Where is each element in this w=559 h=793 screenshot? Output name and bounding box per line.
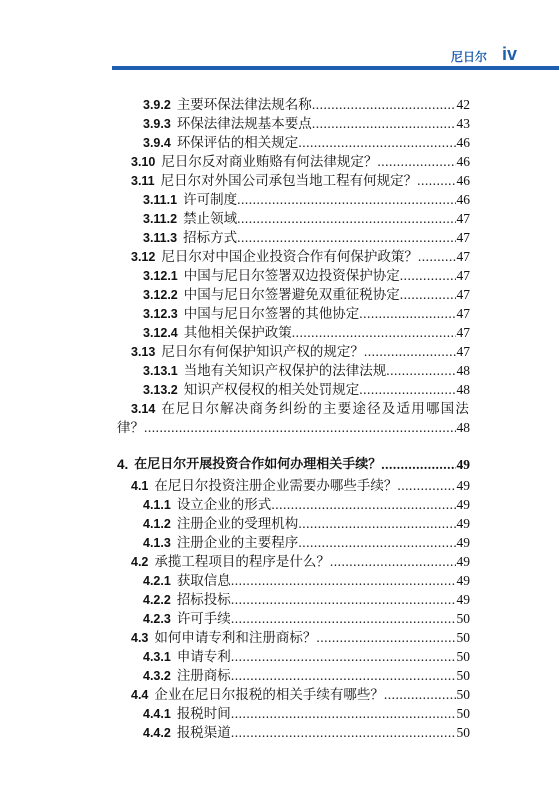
toc-page: 47: [456, 325, 470, 340]
toc-title: 注册企业的受理机构: [176, 516, 299, 531]
toc-entry[interactable]: [0, 171, 559, 191]
toc-page: 46: [456, 192, 470, 207]
toc-entry[interactable]: [0, 304, 559, 324]
toc-number: 3.9.3: [143, 117, 171, 131]
toc-title: 报税渠道: [176, 725, 231, 740]
toc-number: 4.4.1: [143, 707, 171, 721]
toc-title: 企业在尼日尔报税的相关手续有哪些？: [154, 687, 384, 702]
toc-entry[interactable]: [0, 476, 559, 496]
toc-page: 49: [456, 592, 470, 607]
toc-page: 50: [456, 630, 470, 645]
toc-entry[interactable]: [0, 380, 559, 400]
toc-title: 知识产权侵权的相关处罚规定: [183, 382, 360, 397]
toc-title: 环保法律法规基本要点: [176, 116, 312, 131]
toc-number: 4.1: [131, 479, 149, 493]
toc-entry[interactable]: [0, 152, 559, 172]
toc-page: 50: [456, 668, 470, 683]
toc-entry[interactable]: [0, 209, 559, 229]
toc-page: 47: [456, 268, 470, 283]
toc-number: 3.12.3: [143, 307, 178, 321]
toc-title: 许可手续: [176, 611, 231, 626]
toc-title: 其他相关保护政策: [183, 325, 292, 340]
toc-number: 3.11.1: [143, 193, 178, 207]
toc-page: 43: [456, 116, 470, 131]
running-header: [0, 40, 559, 70]
toc-page: 49: [456, 554, 470, 569]
toc-entry[interactable]: [0, 114, 559, 134]
toc-entry[interactable]: [0, 342, 559, 362]
toc-page: 47: [456, 287, 470, 302]
toc-number: 4.2.2: [143, 593, 171, 607]
toc-page: 47: [456, 230, 470, 245]
toc-number: 3.12.4: [143, 326, 178, 340]
toc-entry[interactable]: [0, 704, 559, 724]
toc-number: 4.1.2: [143, 517, 171, 531]
toc-title: 注册商标: [176, 668, 231, 683]
toc-page: 49: [456, 478, 470, 493]
toc-page: 50: [456, 687, 470, 702]
toc-title: 中国与尼日尔签署避免双重征税协定: [183, 287, 400, 302]
toc-number: 4.4.2: [143, 726, 171, 740]
toc-page: 46: [456, 154, 470, 169]
page-number: iv: [501, 44, 517, 64]
toc-page: 48: [456, 382, 470, 397]
toc-title: 尼日尔有何保护知识产权的规定？: [161, 344, 364, 359]
toc-page: 49: [456, 497, 470, 512]
toc-entry[interactable]: [0, 495, 559, 515]
toc-title: 当地有关知识产权保护的法律法规: [183, 363, 387, 378]
toc-title: 承揽工程项目的程序是什么？: [154, 554, 330, 569]
toc-entry[interactable]: [0, 647, 559, 667]
toc-number: 4.2.3: [143, 612, 171, 626]
toc-number: 4.3: [131, 631, 149, 645]
toc-number: 3.14: [131, 402, 156, 416]
toc-entry[interactable]: [0, 723, 559, 743]
toc-title: 禁止领域: [183, 211, 238, 226]
toc-title: 在尼日尔解决商务纠纷的主要途径及适用哪国法: [161, 401, 471, 416]
toc-number: 4.3.1: [143, 650, 171, 664]
toc-page: 50: [456, 611, 470, 626]
toc-number: 3.11.2: [143, 212, 178, 226]
toc-title: 尼日尔反对商业贿赂有何法律规定？: [161, 154, 378, 169]
toc-title: 获取信息: [176, 573, 231, 588]
toc-page: 47: [456, 344, 470, 359]
toc-title: 尼日尔对外国公司承包当地工程有何规定？: [160, 173, 418, 188]
toc-title: 如何申请专利和注册商标？: [154, 630, 317, 645]
toc-page: 46: [456, 173, 470, 188]
toc-title: 中国与尼日尔签署双边投资保护协定: [183, 268, 400, 283]
toc-title: 申请专利: [176, 649, 231, 664]
toc-entry[interactable]: [0, 95, 559, 115]
toc-title: 招标方式: [183, 230, 238, 245]
toc-number: 3.9.2: [143, 98, 171, 112]
toc-entry[interactable]: [0, 514, 559, 534]
toc-number: 4.4: [131, 688, 149, 702]
toc-title: 环保评估的相关规定: [176, 135, 299, 150]
toc-title: 报税时间: [176, 706, 231, 721]
toc-page: 47: [456, 249, 470, 264]
toc-entry[interactable]: [0, 323, 559, 343]
toc-number: 3.9.4: [143, 136, 171, 150]
toc-entry[interactable]: [0, 361, 559, 381]
toc-number: 3.12.2: [143, 288, 178, 302]
toc-page: 49: [456, 516, 470, 531]
toc-title: 中国与尼日尔签署的其他协定: [183, 306, 360, 321]
toc-page: 42: [456, 97, 470, 112]
toc-page: 49: [456, 573, 470, 588]
toc-entry[interactable]: [0, 666, 559, 686]
toc-page: 50: [456, 649, 470, 664]
toc-entry[interactable]: [0, 399, 559, 419]
toc-number: 3.11.3: [143, 231, 178, 245]
toc-number: 3.10: [131, 155, 156, 169]
toc-entry[interactable]: [0, 190, 559, 210]
toc-title: 设立企业的形式: [176, 497, 272, 512]
toc-entry[interactable]: [0, 609, 559, 629]
toc-page: 48: [456, 363, 470, 378]
toc-number: 4.1.3: [143, 536, 171, 550]
toc-chapter-entry[interactable]: [0, 455, 559, 475]
toc-title: 在尼日尔投资注册企业需要办哪些手续？: [154, 478, 398, 493]
toc-title: 在尼日尔开展投资合作如何办理相关手续？: [134, 457, 382, 472]
toc-number: 4.1.1: [143, 498, 171, 512]
header-title: 尼日尔: [450, 50, 487, 64]
toc-title: 许可制度: [183, 192, 238, 207]
toc-number: 3.11: [131, 174, 155, 188]
toc-entry[interactable]: [0, 133, 559, 153]
toc-number: 3.12: [131, 250, 156, 264]
toc-entry[interactable]: [0, 552, 559, 572]
toc-title: 主要环保法律法规名称: [176, 97, 312, 112]
toc-title-continued: 律？: [117, 420, 144, 435]
toc-number: 3.12.1: [143, 269, 178, 283]
toc-entry[interactable]: [0, 285, 559, 305]
toc-page: 47: [456, 211, 470, 226]
toc-number: 4.2: [131, 555, 149, 569]
toc-page: 48: [456, 420, 470, 435]
toc-entry[interactable]: [0, 571, 559, 591]
header-rule: [112, 66, 559, 70]
toc-page: 50: [456, 725, 470, 740]
toc-number: 4.: [117, 457, 129, 472]
toc-entry[interactable]: [0, 628, 559, 648]
toc-chapter-spacer: [0, 424, 559, 444]
toc-page: 50: [456, 706, 470, 721]
toc-page: 49: [456, 457, 470, 472]
toc-entry[interactable]: [0, 590, 559, 610]
toc-entry[interactable]: [0, 685, 559, 705]
toc-entry[interactable]: [0, 266, 559, 286]
toc-page: 46: [456, 135, 470, 150]
toc-number: 4.3.2: [143, 669, 171, 683]
toc-entry[interactable]: [0, 228, 559, 248]
toc-number: 3.13: [131, 345, 156, 359]
toc-entry[interactable]: [0, 533, 559, 553]
toc-entry[interactable]: [0, 247, 559, 267]
toc-title: 尼日尔对中国企业投资合作有何保护政策？: [161, 249, 418, 264]
toc-page: 47: [456, 306, 470, 321]
toc-title: 注册企业的主要程序: [176, 535, 299, 550]
toc-number: 4.2.1: [143, 574, 171, 588]
toc-number: 3.13.1: [143, 364, 178, 378]
toc-title: 招标投标: [176, 592, 231, 607]
toc-number: 3.13.2: [143, 383, 178, 397]
toc-page: 49: [456, 535, 470, 550]
